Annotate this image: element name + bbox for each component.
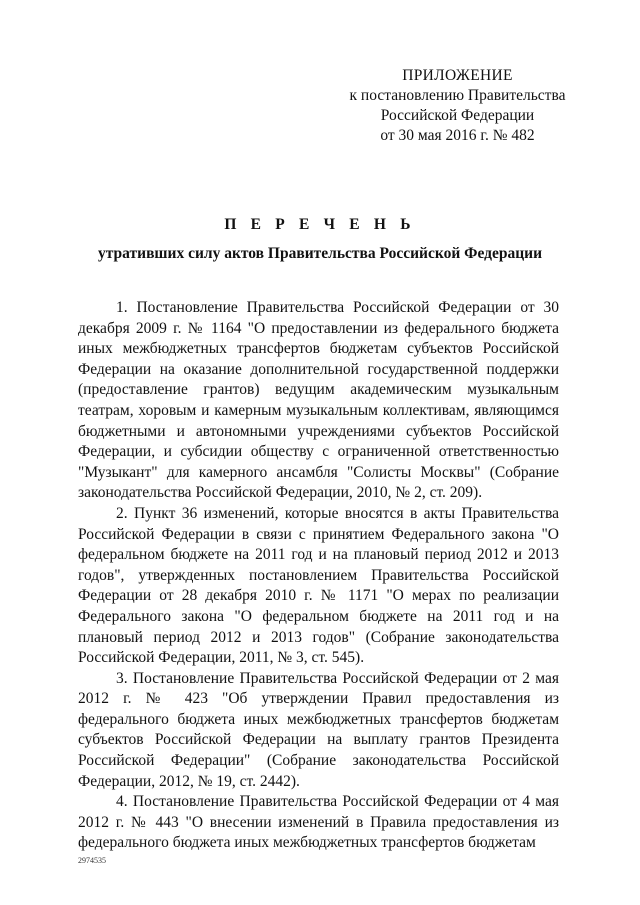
list-item-4: 4. Постановление Правительства Российской Федерации от 4 мая 2012 г. № 443 "О внесении изменений в Правила предоставления из федерального бюджета иных межбюджетных трансфертов бюджетам <box>78 793 559 852</box>
document-code: 2974535 <box>78 856 106 865</box>
list-subtitle: утративших силу актов Правительства Российской Федерации <box>98 245 542 262</box>
list-item-2: 2. Пункт 36 изменений, которые вносятся в акты Правительства Российской Федерации в связи с принятием Федерального закона "О федеральном бюджете на 2011 год и на плановый период 2012 и 2013 годов", утвержденных постановлением Правительства Российской Федерации от 28 декабря 2010 г. № 1171 "О мерах по реализации Федерального закона "О федеральном бюджете на 2011 год и на плановый период 2012 и 2013 годов" (Собрание законодательства Российской Федерации, 2011, № 3, ст. 545). <box>78 504 559 667</box>
annex-line-country: Российской Федерации <box>380 107 535 124</box>
list-item-1: 1. Постановление Правительства Российской Федерации от 30 декабря 2009 г. № 1164 "О предоставлении из федерального бюджета иных межбюджетных трансфертов бюджетам субъектов Российской Федерации на оказание дополнительной государственной поддержки (предоставление грантов) ведущим академическим музыкальным театрам, хоровым и камерным музыкальным коллективам, являющимся бюджетными и автономными учреждениями субъектов Российской Федерации, и субсидии обществу с ограниченной ответственностью "Музыкант" для камерного ансамбля "Солисты Москвы" (Собрание законодательства Российской Федерации, 2010, № 2, ст. 209). <box>78 299 559 502</box>
acts-list <box>78 298 559 854</box>
list-title: П Е Р Е Ч Е Н Ь <box>224 216 416 233</box>
annex-block <box>330 66 585 146</box>
annex-line-date-number: от 30 мая 2016 г. № 482 <box>380 127 535 144</box>
annex-title: ПРИЛОЖЕНИЕ <box>402 67 513 84</box>
annex-line-decree: к постановлению Правительства <box>349 87 566 104</box>
list-item-3: 3. Постановление Правительства Российской Федерации от 2 мая 2012 г. № 423 "Об утверждении Правил предоставления из федерального бюджета иных межбюджетных трансфертов бюджетам субъектов Российской Федерации на выплату грантов Президента Российской Федерации" (Собрание законодательства Российской Федерации, 2012, № 19, ст. 2442). <box>78 669 559 790</box>
